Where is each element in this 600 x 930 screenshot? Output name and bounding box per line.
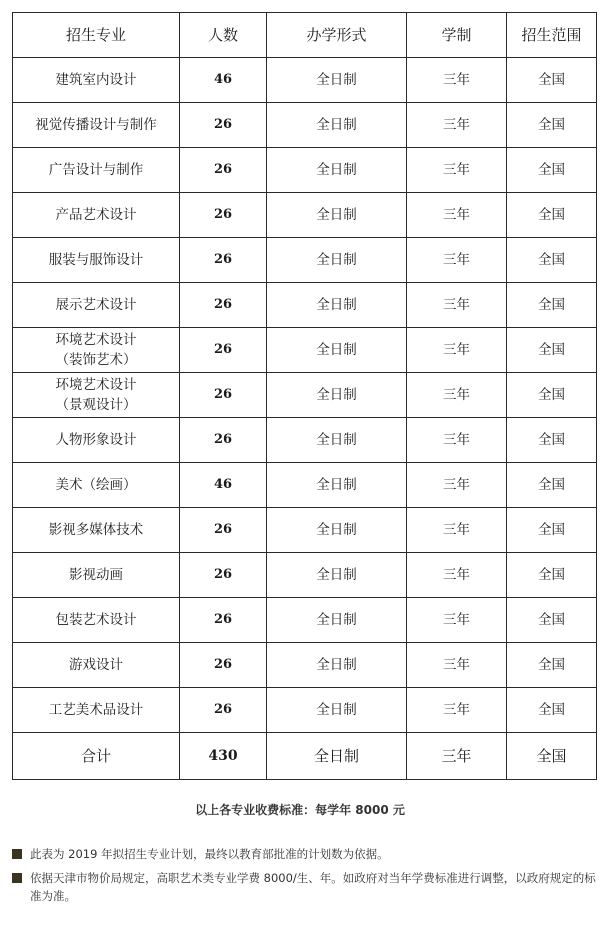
cell-major (13, 688, 180, 733)
cell-major (13, 238, 180, 283)
cell-major (13, 148, 180, 193)
cell-major (13, 463, 180, 508)
table-row (13, 598, 597, 643)
cell-form: 全日制 (267, 58, 407, 103)
major-name-line: 影视动画 (69, 567, 123, 583)
cell-form: 全日制 (267, 553, 407, 598)
cell-scope: 全国 (507, 58, 597, 103)
cell-major (13, 553, 180, 598)
cell-form: 全日制 (267, 643, 407, 688)
cell-major (13, 328, 180, 373)
cell-major (13, 508, 180, 553)
major-name-line: 环境艺术设计 (55, 377, 137, 393)
cell-years: 三年 (407, 373, 507, 418)
major-name-line: 游戏设计 (69, 657, 123, 673)
cell-scope: 全国 (507, 373, 597, 418)
square-bullet-icon (12, 873, 22, 883)
note-item (12, 845, 596, 863)
major-name-line: 建筑室内设计 (55, 72, 137, 88)
cell-years: 三年 (407, 463, 507, 508)
cell-years: 三年 (407, 418, 507, 463)
table-row (13, 328, 597, 373)
cell-scope: 全国 (507, 508, 597, 553)
cell-scope: 全国 (507, 193, 597, 238)
cell-years: 三年 (407, 238, 507, 283)
cell-count: 26 (180, 553, 267, 598)
cell-scope: 全国 (507, 148, 597, 193)
major-name-line: 展示艺术设计 (55, 297, 137, 313)
major-name-line: （景观设计） (55, 397, 137, 413)
cell-scope: 全国 (507, 688, 597, 733)
cell-major (13, 598, 180, 643)
cell-scope: 全国 (507, 103, 597, 148)
note-text: 依据天津市物价局规定，高职艺术类专业学费 8000/生、年。如政府对当年学费标准进行调整，以政府规定的标准为准。 (30, 871, 596, 903)
header-scope: 招生范围 (507, 13, 597, 58)
cell-form: 全日制 (267, 463, 407, 508)
cell-years: 三年 (407, 553, 507, 598)
cell-scope: 全国 (507, 553, 597, 598)
cell-form: 全日制 (267, 148, 407, 193)
table-row (13, 463, 597, 508)
major-name-line: 服装与服饰设计 (48, 252, 144, 268)
major-name-line: （装饰艺术） (55, 352, 137, 368)
table-row (13, 553, 597, 598)
table-row (13, 238, 597, 283)
table-row (13, 283, 597, 328)
cell-form: 全日制 (267, 283, 407, 328)
total-scope: 全国 (507, 733, 597, 780)
cell-form: 全日制 (267, 328, 407, 373)
cell-count: 26 (180, 418, 267, 463)
notes-section (12, 845, 596, 911)
square-bullet-icon (12, 849, 22, 859)
table-header-row (13, 13, 597, 58)
cell-count: 26 (180, 148, 267, 193)
enrollment-plan-table (12, 12, 597, 780)
cell-major (13, 193, 180, 238)
cell-form: 全日制 (267, 418, 407, 463)
cell-years: 三年 (407, 688, 507, 733)
table-row (13, 58, 597, 103)
cell-scope: 全国 (507, 643, 597, 688)
cell-scope: 全国 (507, 328, 597, 373)
table-row (13, 148, 597, 193)
cell-count: 26 (180, 193, 267, 238)
note-text: 此表为 2019 年拟招生专业计划，最终以教育部批准的计划数为依据。 (30, 847, 389, 861)
cell-count: 26 (180, 238, 267, 283)
table-row (13, 418, 597, 463)
cell-form: 全日制 (267, 373, 407, 418)
cell-count: 26 (180, 328, 267, 373)
major-name-line: 包装艺术设计 (55, 612, 137, 628)
major-name-line: 视觉传播设计与制作 (35, 117, 157, 133)
cell-count: 46 (180, 463, 267, 508)
total-label: 合计 (13, 733, 180, 780)
note-item (12, 869, 596, 905)
cell-form: 全日制 (267, 193, 407, 238)
cell-years: 三年 (407, 103, 507, 148)
cell-years: 三年 (407, 283, 507, 328)
cell-scope: 全国 (507, 598, 597, 643)
header-count: 人数 (180, 13, 267, 58)
cell-scope: 全国 (507, 418, 597, 463)
header-years: 学制 (407, 13, 507, 58)
table-body (13, 58, 597, 733)
cell-count: 26 (180, 373, 267, 418)
cell-count: 26 (180, 643, 267, 688)
cell-count: 26 (180, 103, 267, 148)
cell-major (13, 283, 180, 328)
major-name-line: 美术（绘画） (55, 477, 137, 493)
total-years: 三年 (407, 733, 507, 780)
cell-scope: 全国 (507, 238, 597, 283)
cell-major (13, 373, 180, 418)
total-count: 430 (180, 733, 267, 780)
cell-years: 三年 (407, 598, 507, 643)
major-name-line: 人物形象设计 (55, 432, 137, 448)
cell-years: 三年 (407, 508, 507, 553)
fee-standard-note: 以上各专业收费标准：每学年 8000 元 (195, 803, 405, 817)
cell-form: 全日制 (267, 598, 407, 643)
cell-form: 全日制 (267, 103, 407, 148)
cell-form: 全日制 (267, 508, 407, 553)
cell-count: 26 (180, 598, 267, 643)
cell-form: 全日制 (267, 238, 407, 283)
cell-major (13, 418, 180, 463)
cell-years: 三年 (407, 643, 507, 688)
header-form: 办学形式 (267, 13, 407, 58)
header-major: 招生专业 (13, 13, 180, 58)
cell-major (13, 103, 180, 148)
cell-years: 三年 (407, 328, 507, 373)
cell-scope: 全国 (507, 463, 597, 508)
cell-count: 26 (180, 283, 267, 328)
cell-major (13, 643, 180, 688)
cell-form: 全日制 (267, 688, 407, 733)
cell-years: 三年 (407, 58, 507, 103)
total-form: 全日制 (267, 733, 407, 780)
major-name-line: 广告设计与制作 (48, 162, 144, 178)
table-row (13, 688, 597, 733)
major-name-line: 环境艺术设计 (55, 332, 137, 348)
cell-major (13, 58, 180, 103)
total-row (13, 733, 597, 780)
major-name-line: 产品艺术设计 (55, 207, 137, 223)
cell-years: 三年 (407, 193, 507, 238)
table-row (13, 373, 597, 418)
major-name-line: 影视多媒体技术 (48, 522, 144, 538)
cell-count: 26 (180, 508, 267, 553)
cell-count: 26 (180, 688, 267, 733)
cell-scope: 全国 (507, 283, 597, 328)
major-name-line: 工艺美术品设计 (48, 702, 144, 718)
table-row (13, 103, 597, 148)
cell-count: 46 (180, 58, 267, 103)
table-row (13, 508, 597, 553)
cell-years: 三年 (407, 148, 507, 193)
table-row (13, 193, 597, 238)
table-row (13, 643, 597, 688)
